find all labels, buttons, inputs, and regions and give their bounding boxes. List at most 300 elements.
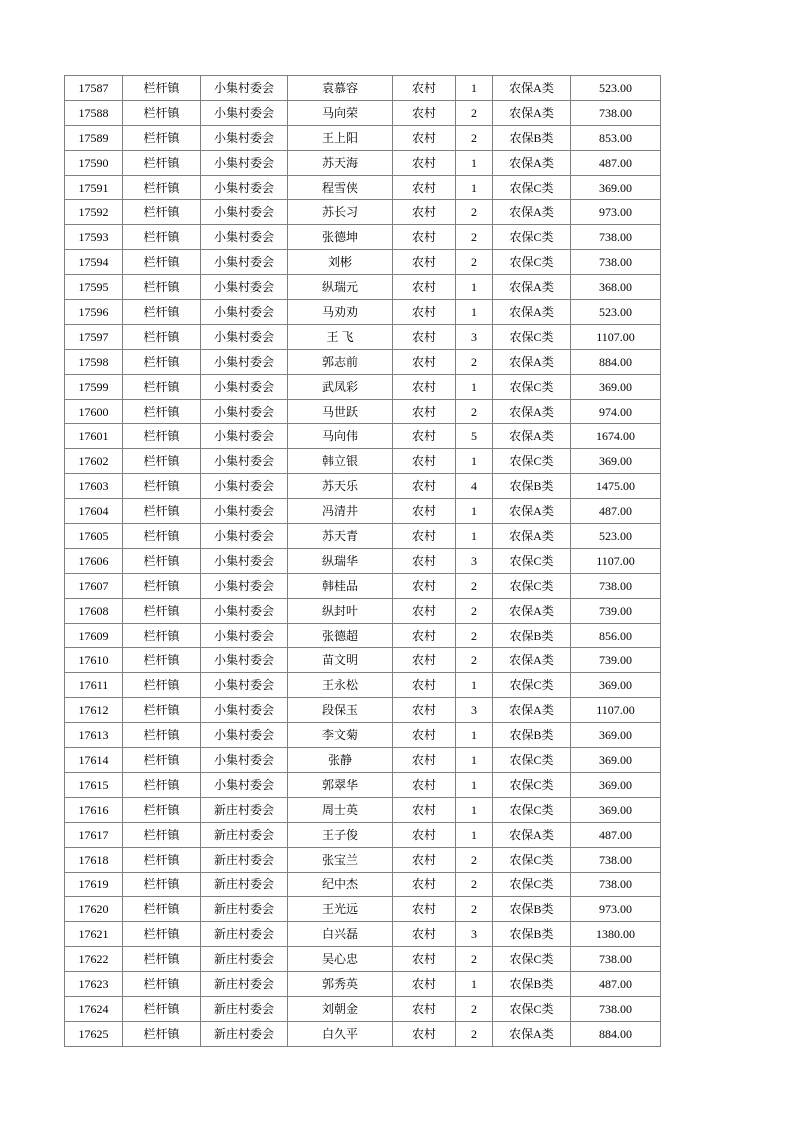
table-row <box>65 200 661 225</box>
cell-name: 刘朝金 <box>288 996 393 1021</box>
cell-village: 小集村委会 <box>201 76 288 101</box>
cell-category: 农保B类 <box>493 972 571 997</box>
cell-town: 栏杆镇 <box>123 275 201 300</box>
cell-village: 小集村委会 <box>201 623 288 648</box>
cell-category: 农保B类 <box>493 922 571 947</box>
cell-type: 农村 <box>393 598 456 623</box>
cell-type: 农村 <box>393 374 456 399</box>
cell-count: 1 <box>456 524 493 549</box>
cell-town: 栏杆镇 <box>123 548 201 573</box>
cell-town: 栏杆镇 <box>123 872 201 897</box>
cell-count: 4 <box>456 474 493 499</box>
cell-amount: 1107.00 <box>571 548 661 573</box>
table-row <box>65 424 661 449</box>
cell-category: 农保A类 <box>493 275 571 300</box>
cell-category: 农保B类 <box>493 125 571 150</box>
cell-village: 新庄村委会 <box>201 972 288 997</box>
cell-name: 郭志前 <box>288 349 393 374</box>
cell-town: 栏杆镇 <box>123 125 201 150</box>
cell-name: 张宝兰 <box>288 847 393 872</box>
cell-type: 农村 <box>393 822 456 847</box>
cell-category: 农保C类 <box>493 250 571 275</box>
cell-village: 小集村委会 <box>201 548 288 573</box>
cell-town: 栏杆镇 <box>123 623 201 648</box>
cell-count: 2 <box>456 200 493 225</box>
cell-name: 白兴磊 <box>288 922 393 947</box>
cell-id: 17590 <box>65 150 123 175</box>
cell-category: 农保C类 <box>493 748 571 773</box>
cell-amount: 369.00 <box>571 449 661 474</box>
cell-amount: 738.00 <box>571 996 661 1021</box>
table-row <box>65 623 661 648</box>
cell-id: 17600 <box>65 399 123 424</box>
table-row <box>65 573 661 598</box>
cell-village: 小集村委会 <box>201 399 288 424</box>
cell-amount: 487.00 <box>571 150 661 175</box>
table-row <box>65 374 661 399</box>
cell-type: 农村 <box>393 175 456 200</box>
cell-town: 栏杆镇 <box>123 772 201 797</box>
cell-town: 栏杆镇 <box>123 598 201 623</box>
cell-count: 2 <box>456 225 493 250</box>
cell-id: 17625 <box>65 1021 123 1046</box>
cell-id: 17587 <box>65 76 123 101</box>
cell-category: 农保C类 <box>493 996 571 1021</box>
cell-town: 栏杆镇 <box>123 250 201 275</box>
cell-category: 农保A类 <box>493 499 571 524</box>
cell-id: 17615 <box>65 772 123 797</box>
cell-type: 农村 <box>393 250 456 275</box>
cell-type: 农村 <box>393 1021 456 1046</box>
cell-name: 程雪侠 <box>288 175 393 200</box>
cell-count: 1 <box>456 972 493 997</box>
cell-village: 新庄村委会 <box>201 872 288 897</box>
cell-count: 2 <box>456 573 493 598</box>
cell-type: 农村 <box>393 748 456 773</box>
table-row <box>65 150 661 175</box>
cell-village: 小集村委会 <box>201 673 288 698</box>
cell-count: 1 <box>456 175 493 200</box>
cell-type: 农村 <box>393 200 456 225</box>
cell-village: 小集村委会 <box>201 250 288 275</box>
cell-amount: 369.00 <box>571 797 661 822</box>
cell-category: 农保A类 <box>493 349 571 374</box>
cell-count: 2 <box>456 996 493 1021</box>
cell-category: 农保A类 <box>493 76 571 101</box>
cell-id: 17601 <box>65 424 123 449</box>
cell-id: 17618 <box>65 847 123 872</box>
cell-town: 栏杆镇 <box>123 175 201 200</box>
cell-category: 农保B类 <box>493 723 571 748</box>
cell-name: 马向伟 <box>288 424 393 449</box>
cell-id: 17613 <box>65 723 123 748</box>
table-row <box>65 847 661 872</box>
cell-count: 3 <box>456 324 493 349</box>
cell-village: 小集村委会 <box>201 499 288 524</box>
cell-amount: 739.00 <box>571 598 661 623</box>
cell-count: 2 <box>456 623 493 648</box>
cell-village: 新庄村委会 <box>201 797 288 822</box>
table-row <box>65 474 661 499</box>
cell-id: 17591 <box>65 175 123 200</box>
cell-category: 农保C类 <box>493 673 571 698</box>
table-row <box>65 922 661 947</box>
cell-id: 17621 <box>65 922 123 947</box>
cell-count: 1 <box>456 300 493 325</box>
cell-count: 2 <box>456 847 493 872</box>
cell-category: 农保A类 <box>493 399 571 424</box>
cell-id: 17609 <box>65 623 123 648</box>
cell-amount: 487.00 <box>571 972 661 997</box>
cell-name: 纵封叶 <box>288 598 393 623</box>
cell-type: 农村 <box>393 474 456 499</box>
cell-amount: 369.00 <box>571 175 661 200</box>
cell-category: 农保C类 <box>493 225 571 250</box>
table-row <box>65 449 661 474</box>
cell-type: 农村 <box>393 623 456 648</box>
cell-count: 1 <box>456 499 493 524</box>
cell-id: 17598 <box>65 349 123 374</box>
cell-id: 17605 <box>65 524 123 549</box>
cell-village: 小集村委会 <box>201 573 288 598</box>
cell-town: 栏杆镇 <box>123 1021 201 1046</box>
cell-count: 2 <box>456 947 493 972</box>
table-row <box>65 100 661 125</box>
cell-count: 1 <box>456 76 493 101</box>
table-row <box>65 996 661 1021</box>
cell-type: 农村 <box>393 797 456 822</box>
cell-type: 农村 <box>393 996 456 1021</box>
cell-type: 农村 <box>393 449 456 474</box>
cell-town: 栏杆镇 <box>123 723 201 748</box>
cell-id: 17610 <box>65 648 123 673</box>
cell-amount: 738.00 <box>571 250 661 275</box>
cell-village: 小集村委会 <box>201 175 288 200</box>
table-row <box>65 648 661 673</box>
cell-amount: 1674.00 <box>571 424 661 449</box>
table-row <box>65 598 661 623</box>
cell-category: 农保A类 <box>493 648 571 673</box>
cell-type: 农村 <box>393 275 456 300</box>
cell-type: 农村 <box>393 150 456 175</box>
cell-category: 农保B类 <box>493 623 571 648</box>
cell-name: 王光远 <box>288 897 393 922</box>
cell-town: 栏杆镇 <box>123 100 201 125</box>
cell-name: 苏天青 <box>288 524 393 549</box>
cell-id: 17617 <box>65 822 123 847</box>
cell-category: 农保C类 <box>493 947 571 972</box>
cell-name: 张德超 <box>288 623 393 648</box>
cell-category: 农保C类 <box>493 573 571 598</box>
cell-count: 2 <box>456 897 493 922</box>
cell-id: 17589 <box>65 125 123 150</box>
cell-category: 农保C类 <box>493 772 571 797</box>
table-row <box>65 250 661 275</box>
table-row <box>65 723 661 748</box>
cell-id: 17597 <box>65 324 123 349</box>
cell-id: 17622 <box>65 947 123 972</box>
cell-town: 栏杆镇 <box>123 374 201 399</box>
cell-amount: 1475.00 <box>571 474 661 499</box>
cell-name: 马向荣 <box>288 100 393 125</box>
cell-count: 2 <box>456 100 493 125</box>
cell-category: 农保C类 <box>493 872 571 897</box>
cell-amount: 853.00 <box>571 125 661 150</box>
cell-village: 小集村委会 <box>201 424 288 449</box>
cell-town: 栏杆镇 <box>123 524 201 549</box>
table-row <box>65 524 661 549</box>
cell-count: 1 <box>456 150 493 175</box>
cell-town: 栏杆镇 <box>123 648 201 673</box>
cell-count: 1 <box>456 275 493 300</box>
cell-type: 农村 <box>393 772 456 797</box>
cell-name: 马劝劝 <box>288 300 393 325</box>
cell-town: 栏杆镇 <box>123 996 201 1021</box>
cell-village: 新庄村委会 <box>201 996 288 1021</box>
cell-village: 小集村委会 <box>201 524 288 549</box>
table-row <box>65 349 661 374</box>
table-row <box>65 822 661 847</box>
cell-amount: 523.00 <box>571 300 661 325</box>
cell-count: 3 <box>456 922 493 947</box>
cell-village: 新庄村委会 <box>201 897 288 922</box>
cell-id: 17624 <box>65 996 123 1021</box>
cell-amount: 523.00 <box>571 524 661 549</box>
table-row <box>65 175 661 200</box>
cell-name: 王子俊 <box>288 822 393 847</box>
cell-count: 1 <box>456 822 493 847</box>
cell-id: 17623 <box>65 972 123 997</box>
cell-town: 栏杆镇 <box>123 922 201 947</box>
cell-id: 17611 <box>65 673 123 698</box>
cell-village: 小集村委会 <box>201 723 288 748</box>
cell-category: 农保C类 <box>493 374 571 399</box>
cell-type: 农村 <box>393 922 456 947</box>
cell-category: 农保C类 <box>493 797 571 822</box>
cell-name: 韩立银 <box>288 449 393 474</box>
cell-amount: 738.00 <box>571 947 661 972</box>
table-row <box>65 673 661 698</box>
cell-type: 农村 <box>393 524 456 549</box>
cell-town: 栏杆镇 <box>123 200 201 225</box>
cell-village: 小集村委会 <box>201 200 288 225</box>
cell-village: 小集村委会 <box>201 648 288 673</box>
cell-count: 2 <box>456 399 493 424</box>
cell-name: 苏天海 <box>288 150 393 175</box>
cell-name: 吴心忠 <box>288 947 393 972</box>
cell-category: 农保B类 <box>493 897 571 922</box>
cell-category: 农保A类 <box>493 100 571 125</box>
cell-category: 农保A类 <box>493 1021 571 1046</box>
cell-id: 17607 <box>65 573 123 598</box>
cell-amount: 523.00 <box>571 76 661 101</box>
cell-name: 苏天乐 <box>288 474 393 499</box>
cell-type: 农村 <box>393 125 456 150</box>
cell-village: 小集村委会 <box>201 225 288 250</box>
cell-name: 白久平 <box>288 1021 393 1046</box>
cell-id: 17592 <box>65 200 123 225</box>
cell-count: 1 <box>456 673 493 698</box>
cell-town: 栏杆镇 <box>123 449 201 474</box>
cell-name: 周士英 <box>288 797 393 822</box>
cell-name: 纵瑞华 <box>288 548 393 573</box>
cell-id: 17608 <box>65 598 123 623</box>
cell-amount: 487.00 <box>571 499 661 524</box>
table-row <box>65 1021 661 1046</box>
cell-town: 栏杆镇 <box>123 76 201 101</box>
table-row <box>65 548 661 573</box>
cell-type: 农村 <box>393 324 456 349</box>
cell-village: 新庄村委会 <box>201 822 288 847</box>
cell-amount: 369.00 <box>571 374 661 399</box>
cell-count: 1 <box>456 723 493 748</box>
cell-town: 栏杆镇 <box>123 324 201 349</box>
cell-count: 2 <box>456 349 493 374</box>
cell-name: 武凤彩 <box>288 374 393 399</box>
cell-count: 3 <box>456 698 493 723</box>
cell-village: 小集村委会 <box>201 100 288 125</box>
cell-count: 1 <box>456 748 493 773</box>
cell-name: 马世跃 <box>288 399 393 424</box>
cell-village: 小集村委会 <box>201 150 288 175</box>
cell-id: 17594 <box>65 250 123 275</box>
cell-village: 小集村委会 <box>201 374 288 399</box>
cell-amount: 369.00 <box>571 673 661 698</box>
cell-village: 小集村委会 <box>201 748 288 773</box>
cell-count: 2 <box>456 250 493 275</box>
cell-count: 2 <box>456 1021 493 1046</box>
cell-id: 17606 <box>65 548 123 573</box>
cell-count: 2 <box>456 125 493 150</box>
table-row <box>65 324 661 349</box>
cell-name: 袁慕容 <box>288 76 393 101</box>
cell-type: 农村 <box>393 424 456 449</box>
cell-count: 2 <box>456 648 493 673</box>
cell-name: 王永松 <box>288 673 393 698</box>
cell-id: 17616 <box>65 797 123 822</box>
cell-village: 新庄村委会 <box>201 847 288 872</box>
table-row <box>65 125 661 150</box>
cell-name: 纪中杰 <box>288 872 393 897</box>
cell-village: 小集村委会 <box>201 772 288 797</box>
table-row <box>65 972 661 997</box>
cell-count: 2 <box>456 872 493 897</box>
cell-category: 农保C类 <box>493 548 571 573</box>
cell-town: 栏杆镇 <box>123 797 201 822</box>
cell-amount: 738.00 <box>571 225 661 250</box>
cell-type: 农村 <box>393 300 456 325</box>
cell-town: 栏杆镇 <box>123 972 201 997</box>
cell-id: 17619 <box>65 872 123 897</box>
cell-type: 农村 <box>393 947 456 972</box>
table-row <box>65 897 661 922</box>
cell-count: 1 <box>456 797 493 822</box>
cell-id: 17588 <box>65 100 123 125</box>
cell-name: 纵瑞元 <box>288 275 393 300</box>
table-row <box>65 275 661 300</box>
cell-count: 3 <box>456 548 493 573</box>
cell-village: 小集村委会 <box>201 449 288 474</box>
cell-town: 栏杆镇 <box>123 474 201 499</box>
cell-amount: 487.00 <box>571 822 661 847</box>
cell-town: 栏杆镇 <box>123 847 201 872</box>
cell-amount: 738.00 <box>571 872 661 897</box>
cell-name: 李文菊 <box>288 723 393 748</box>
pension-records-table <box>64 75 661 1047</box>
cell-name: 苗文明 <box>288 648 393 673</box>
cell-town: 栏杆镇 <box>123 499 201 524</box>
cell-type: 农村 <box>393 972 456 997</box>
cell-town: 栏杆镇 <box>123 947 201 972</box>
cell-name: 苏长习 <box>288 200 393 225</box>
cell-town: 栏杆镇 <box>123 424 201 449</box>
cell-type: 农村 <box>393 349 456 374</box>
cell-count: 1 <box>456 449 493 474</box>
cell-village: 小集村委会 <box>201 125 288 150</box>
cell-type: 农村 <box>393 225 456 250</box>
cell-town: 栏杆镇 <box>123 673 201 698</box>
cell-town: 栏杆镇 <box>123 822 201 847</box>
cell-type: 农村 <box>393 548 456 573</box>
cell-town: 栏杆镇 <box>123 748 201 773</box>
cell-village: 小集村委会 <box>201 698 288 723</box>
table-row <box>65 225 661 250</box>
cell-count: 2 <box>456 598 493 623</box>
cell-amount: 884.00 <box>571 1021 661 1046</box>
cell-town: 栏杆镇 <box>123 349 201 374</box>
cell-id: 17602 <box>65 449 123 474</box>
cell-category: 农保A类 <box>493 698 571 723</box>
cell-town: 栏杆镇 <box>123 225 201 250</box>
cell-name: 张德坤 <box>288 225 393 250</box>
cell-village: 小集村委会 <box>201 598 288 623</box>
cell-name: 冯清井 <box>288 499 393 524</box>
cell-type: 农村 <box>393 673 456 698</box>
cell-amount: 738.00 <box>571 100 661 125</box>
cell-village: 新庄村委会 <box>201 922 288 947</box>
cell-category: 农保A类 <box>493 598 571 623</box>
cell-type: 农村 <box>393 399 456 424</box>
cell-id: 17620 <box>65 897 123 922</box>
cell-category: 农保C类 <box>493 847 571 872</box>
cell-village: 小集村委会 <box>201 349 288 374</box>
cell-village: 小集村委会 <box>201 300 288 325</box>
cell-village: 小集村委会 <box>201 324 288 349</box>
cell-village: 小集村委会 <box>201 474 288 499</box>
cell-category: 农保C类 <box>493 324 571 349</box>
cell-type: 农村 <box>393 499 456 524</box>
cell-name: 段保玉 <box>288 698 393 723</box>
cell-amount: 739.00 <box>571 648 661 673</box>
cell-town: 栏杆镇 <box>123 150 201 175</box>
cell-id: 17603 <box>65 474 123 499</box>
cell-id: 17614 <box>65 748 123 773</box>
cell-amount: 738.00 <box>571 573 661 598</box>
cell-category: 农保C类 <box>493 449 571 474</box>
cell-name: 郭秀英 <box>288 972 393 997</box>
cell-category: 农保A类 <box>493 150 571 175</box>
cell-name: 郭翠华 <box>288 772 393 797</box>
cell-name: 刘彬 <box>288 250 393 275</box>
cell-town: 栏杆镇 <box>123 300 201 325</box>
cell-id: 17593 <box>65 225 123 250</box>
cell-amount: 1380.00 <box>571 922 661 947</box>
cell-name: 王 飞 <box>288 324 393 349</box>
cell-town: 栏杆镇 <box>123 399 201 424</box>
cell-amount: 973.00 <box>571 897 661 922</box>
cell-count: 1 <box>456 772 493 797</box>
cell-amount: 974.00 <box>571 399 661 424</box>
